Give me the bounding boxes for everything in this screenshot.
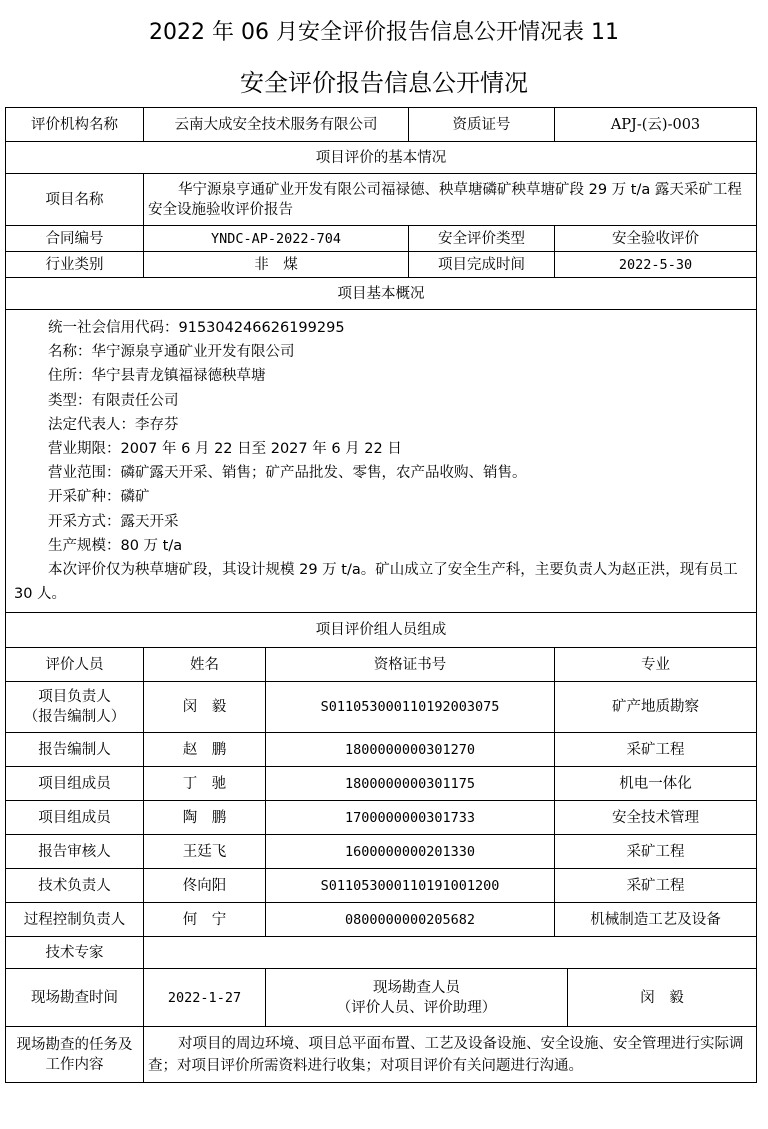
eval-type-value: 安全验收评价 (555, 226, 757, 252)
site-row (6, 969, 757, 1027)
member-major: 机电一体化 (555, 767, 757, 801)
org-row (6, 108, 757, 142)
expert-label: 技术专家 (6, 937, 144, 969)
project-name-value: 华宁源泉亨通矿业开发有限公司福禄德、秧草塘磷矿秧草塘矿段 29 万 t/a 露天采矿工程安全设施验收评价报告 (144, 174, 757, 226)
overview-line: 统一社会信用代码：915304246626199295 (48, 320, 345, 336)
site-staff-label: 现场勘查人员 （评价人员、评价助理） (266, 969, 568, 1027)
task-value: 对项目的周边环境、项目总平面布置、工艺及设备设施、安全设施、安全管理进行实际调查；对项目评价所需资料进行收集；对项目评价有关问题进行沟通。 (144, 1027, 757, 1083)
member-cert: S011053000110192003075 (266, 682, 555, 733)
site-staff-value: 闵 毅 (568, 969, 757, 1027)
col-header-cert: 资格证书号 (266, 648, 555, 682)
info-table (5, 107, 757, 1083)
team-header-row (6, 648, 757, 682)
project-name-label: 项目名称 (6, 174, 144, 226)
expert-row (6, 937, 757, 969)
table-row (6, 767, 757, 801)
overview-line: 营业范围：磷矿露天开采、销售；矿产品批发、零售，农产品收购、销售。 (48, 465, 527, 482)
overview-section-heading: 项目基本概况 (6, 278, 757, 310)
member-role: 过程控制负责人 (6, 903, 144, 937)
contract-label: 合同编号 (6, 226, 144, 252)
member-cert: 1800000000301270 (266, 733, 555, 767)
org-value: 云南大成安全技术服务有限公司 (144, 108, 409, 142)
overview-line: 开采方式：露天开采 (48, 513, 179, 530)
overview-line: 名称：华宁源泉亨通矿业开发有限公司 (48, 344, 295, 361)
member-cert: 1600000000201330 (266, 835, 555, 869)
member-cert: 0800000000205682 (266, 903, 555, 937)
member-name: 陶 鹏 (144, 801, 266, 835)
task-label: 现场勘查的任务及工作内容 (6, 1027, 144, 1083)
project-name-row (6, 174, 757, 226)
contract-value: YNDC-AP-2022-704 (144, 226, 409, 252)
table-row (6, 801, 757, 835)
industry-value: 非 煤 (144, 252, 409, 278)
expert-value (144, 937, 757, 969)
cert-label: 资质证号 (409, 108, 555, 142)
member-major: 采矿工程 (555, 835, 757, 869)
member-role: 项目组成员 (6, 767, 144, 801)
cert-value: APJ-(云)-003 (555, 108, 757, 142)
overview-paragraph: 本次评价仅为秧草塘矿段，其设计规模 29 万 t/a。矿山成立了安全生产科，主要负责人为赵正洪，现有员工 30 人。 (14, 562, 738, 603)
col-header-name: 姓名 (144, 648, 266, 682)
member-role: 项目负责人 （报告编制人） (6, 682, 144, 733)
member-name: 何 宁 (144, 903, 266, 937)
finish-time-value: 2022-5-30 (555, 252, 757, 278)
member-major: 机械制造工艺及设备 (555, 903, 757, 937)
member-cert: S011053000110191001200 (266, 869, 555, 903)
team-section-heading: 项目评价组人员组成 (6, 613, 757, 648)
table-row (6, 733, 757, 767)
overview-line: 生产规模：80 万 t/a (48, 537, 183, 554)
member-role: 技术负责人 (6, 869, 144, 903)
task-row (6, 1027, 757, 1083)
member-name: 佟向阳 (144, 869, 266, 903)
finish-time-label: 项目完成时间 (409, 252, 555, 278)
overview-content (6, 310, 757, 613)
table-row (6, 903, 757, 937)
member-cert: 1700000000301733 (266, 801, 555, 835)
industry-label: 行业类别 (6, 252, 144, 278)
overview-line: 住所：华宁县青龙镇福禄德秧草塘 (48, 368, 266, 385)
member-role: 报告审核人 (6, 835, 144, 869)
member-cert: 1800000000301175 (266, 767, 555, 801)
col-header-major: 专业 (555, 648, 757, 682)
table-title: 安全评价报告信息公开情况 (240, 69, 528, 97)
member-name: 王廷飞 (144, 835, 266, 869)
org-label: 评价机构名称 (6, 108, 144, 142)
member-role: 项目组成员 (6, 801, 144, 835)
document-title: 2022 年 06 月安全评价报告信息公开情况表 11 (149, 20, 619, 45)
member-name: 丁 驰 (144, 767, 266, 801)
eval-type-label: 安全评价类型 (409, 226, 555, 252)
member-major: 采矿工程 (555, 733, 757, 767)
industry-row (6, 252, 757, 278)
member-name: 闵 毅 (144, 682, 266, 733)
member-major: 采矿工程 (555, 869, 757, 903)
member-name: 赵 鹏 (144, 733, 266, 767)
table-row (6, 682, 757, 733)
overview-line: 开采矿种：磷矿 (48, 489, 150, 506)
member-major: 矿产地质勘察 (555, 682, 757, 733)
col-header-role: 评价人员 (6, 648, 144, 682)
contract-row (6, 226, 757, 252)
overview-line: 法定代表人：李存芬 (48, 416, 179, 433)
overview-line: 营业期限：2007 年 6 月 22 日至 2027 年 6 月 22 日 (48, 441, 402, 458)
member-major: 安全技术管理 (555, 801, 757, 835)
overview-line: 类型：有限责任公司 (48, 392, 179, 409)
site-time-value: 2022-1-27 (144, 969, 266, 1027)
member-role: 报告编制人 (6, 733, 144, 767)
basic-section-heading: 项目评价的基本情况 (6, 142, 757, 174)
site-time-label: 现场勘查时间 (6, 969, 144, 1027)
table-row (6, 835, 757, 869)
table-row (6, 869, 757, 903)
